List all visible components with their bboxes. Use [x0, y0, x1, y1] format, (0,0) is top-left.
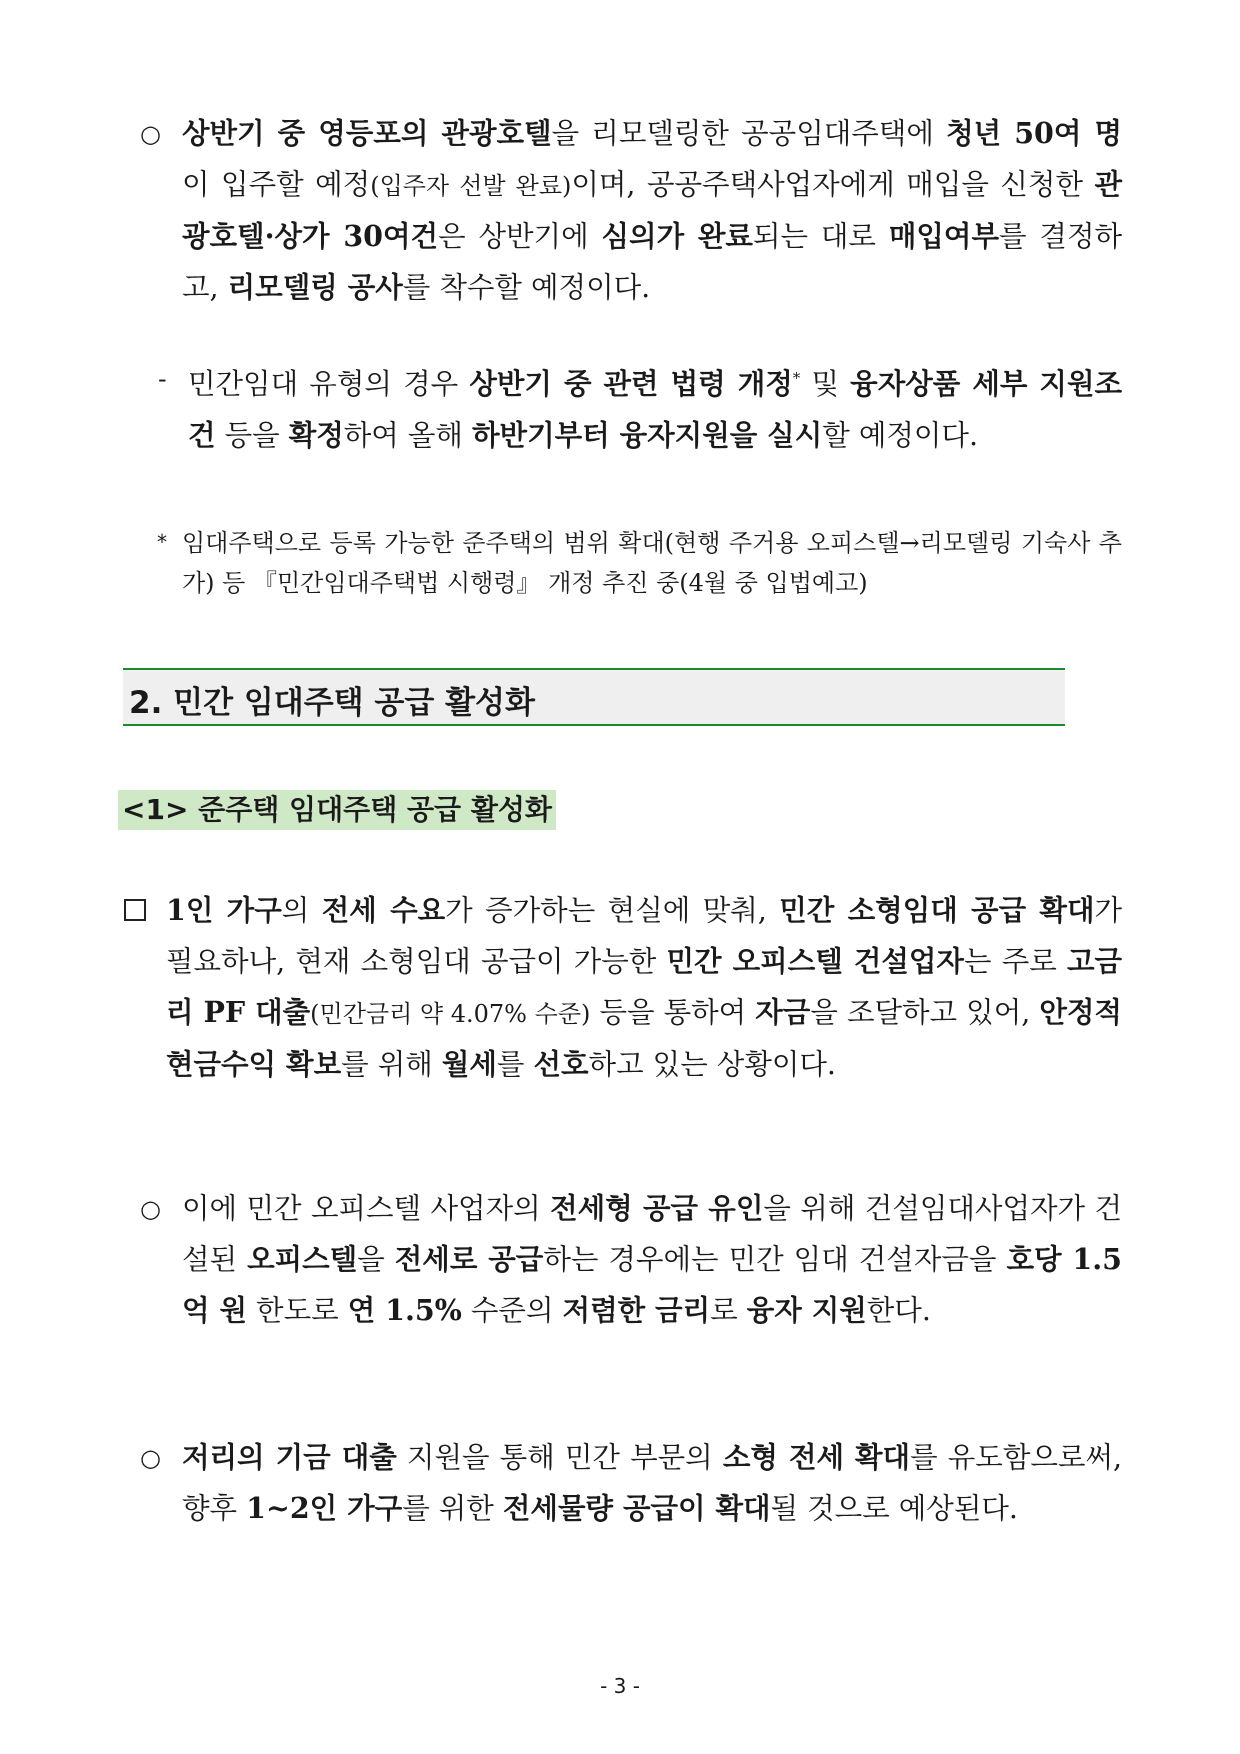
asterisk-bullet: *: [157, 530, 167, 554]
text-bold: 상반기 중 관련 법령 개정: [469, 366, 793, 401]
section-title: 2. 민간 임대주택 공급 활성화: [129, 685, 535, 721]
text-bold: 전세로 공급: [394, 1242, 544, 1276]
text-bold: 전세물량 공급이 확대: [502, 1491, 771, 1525]
text: 은 상반기에: [438, 220, 602, 253]
text: 를 결정하고,: [182, 220, 1123, 304]
circle-bullet-icon: ○: [140, 1444, 161, 1472]
text-bold: 상반기 중 영등포의 관광호텔: [182, 116, 552, 150]
text: 을 리모델링한 공공임대주택에: [551, 117, 947, 150]
text-bold: 매입여부: [888, 219, 999, 253]
text-bold: 소형 전세 확대: [722, 1440, 911, 1474]
text-bold: 전세형 공급 유인: [550, 1191, 764, 1225]
text: 및: [800, 367, 851, 401]
text: 등을 통하여: [590, 996, 756, 1029]
page-number: - 3 -: [600, 1674, 640, 1698]
text-bold: 1인 가구: [166, 893, 282, 927]
text-bold: 저렴한 금리: [562, 1293, 711, 1327]
text-bold: 안정적 현금수익 확보: [166, 995, 1122, 1081]
text-bold: 민간 오피스텔 건설업자: [666, 944, 964, 978]
text-small: (입주자 선발 완료): [370, 172, 572, 200]
text: 증가: [485, 894, 541, 927]
text-bold: 리모델링 공사: [227, 270, 403, 304]
text-bold: 호당 1.5억 원: [182, 1242, 1123, 1327]
text: 되는 대로: [752, 220, 889, 253]
text-bold: 관광호텔·상가 30여건: [182, 167, 1123, 253]
text-bold: 월세: [441, 1047, 497, 1081]
text: 를 착수할 예정이다.: [402, 271, 651, 304]
text-bold: 확정: [288, 417, 344, 452]
text-bold: 연 1.5%: [347, 1293, 462, 1327]
circle-bullet-icon: ○: [140, 120, 161, 148]
text: 한도로: [246, 1294, 348, 1327]
text-bold: 융자상품 세부 지원조건: [188, 366, 1123, 452]
text-bold: 1~2인 가구: [246, 1491, 403, 1525]
text-bold: 자금: [755, 995, 811, 1029]
text: 를 위한: [402, 1492, 503, 1525]
text-bold: 전세 수요: [321, 893, 446, 927]
text: 민간임대 유형의 경우: [188, 367, 470, 401]
text-small: (민간금리 약 4.07% 수준): [310, 1000, 591, 1028]
text: 가 필요하나, 현재 소형임대 공급이 가능한: [166, 894, 1123, 978]
paragraph-expected-outcome: [182, 1432, 1122, 1534]
text-bold: 고금리 PF 대출: [166, 944, 1123, 1029]
dash-bullet: -: [158, 365, 167, 393]
text-bold: 오피스텔: [247, 1242, 358, 1276]
text-bold: 저리의 기금 대출: [182, 1440, 397, 1474]
paragraph-single-household: [166, 885, 1122, 1090]
text-bold: 민간 소형임대 공급 확대: [779, 893, 1095, 927]
checkbox-square-icon: [124, 899, 146, 921]
circle-bullet-icon: ○: [140, 1195, 161, 1223]
paragraph-private-rental: [188, 353, 1122, 461]
text: 하는 경우에는 민간 임대 건설자금을: [543, 1243, 1007, 1276]
text: 하는 현실에 맞춰,: [540, 894, 780, 927]
text: 한다.: [866, 1294, 931, 1327]
text: 를 위해: [341, 1048, 442, 1081]
text: 이 입주할 예정: [182, 168, 371, 201]
text: 는 주로: [963, 945, 1067, 978]
text: 가: [445, 894, 486, 927]
text: 를 유도함으로써, 향후: [182, 1441, 1123, 1525]
text: 이에 민간 오피스텔 사업자의: [182, 1192, 551, 1225]
text: 이며, 공공주택사업자에게 매입을 신청한: [571, 168, 1095, 201]
paragraph-hotel-remodeling: [182, 108, 1122, 313]
text: 등을: [215, 418, 289, 452]
text-bold: 심의가 완료: [601, 219, 753, 253]
paragraph-jeonse-loan: [182, 1183, 1122, 1336]
section-heading: [123, 668, 1065, 726]
text: 하고 있는 상황이다.: [588, 1048, 836, 1081]
text: 의: [281, 894, 322, 927]
footnote-mark: *: [792, 369, 801, 387]
text: 하여 올해: [343, 418, 473, 452]
text-bold: 하반기부터 융자지원을 실시: [472, 417, 823, 452]
text-bold: 청년 50여 명: [946, 116, 1122, 150]
text: 를: [496, 1048, 534, 1081]
text: 로: [710, 1294, 747, 1327]
text: 을 조달하고 있어,: [810, 996, 1040, 1029]
text-bold: 융자 지원: [746, 1293, 867, 1327]
text: 될 것으로 예상된다.: [770, 1492, 1018, 1525]
text: 지원을 통해 민간 부문의: [396, 1441, 723, 1474]
text: 할 예정이다.: [822, 418, 979, 452]
text-bold: 선호: [533, 1047, 589, 1081]
text: 을 위해 건설임대사업자가 건설된: [182, 1192, 1122, 1276]
text: 수준의: [461, 1294, 563, 1327]
text: 을: [357, 1243, 395, 1276]
footnote-text: 임대주택으로 등록 가능한 준주택의 범위 확대(현행 주거용 오피스텔→리모델링 기숙사 추가) 등 『민간임대주택법 시행령』 개정 추진 중(4월 중 입법예고): [182, 529, 1122, 597]
footnote: [182, 523, 1122, 603]
subsection-heading: <1> 준주택 임대주택 공급 활성화: [118, 790, 556, 830]
